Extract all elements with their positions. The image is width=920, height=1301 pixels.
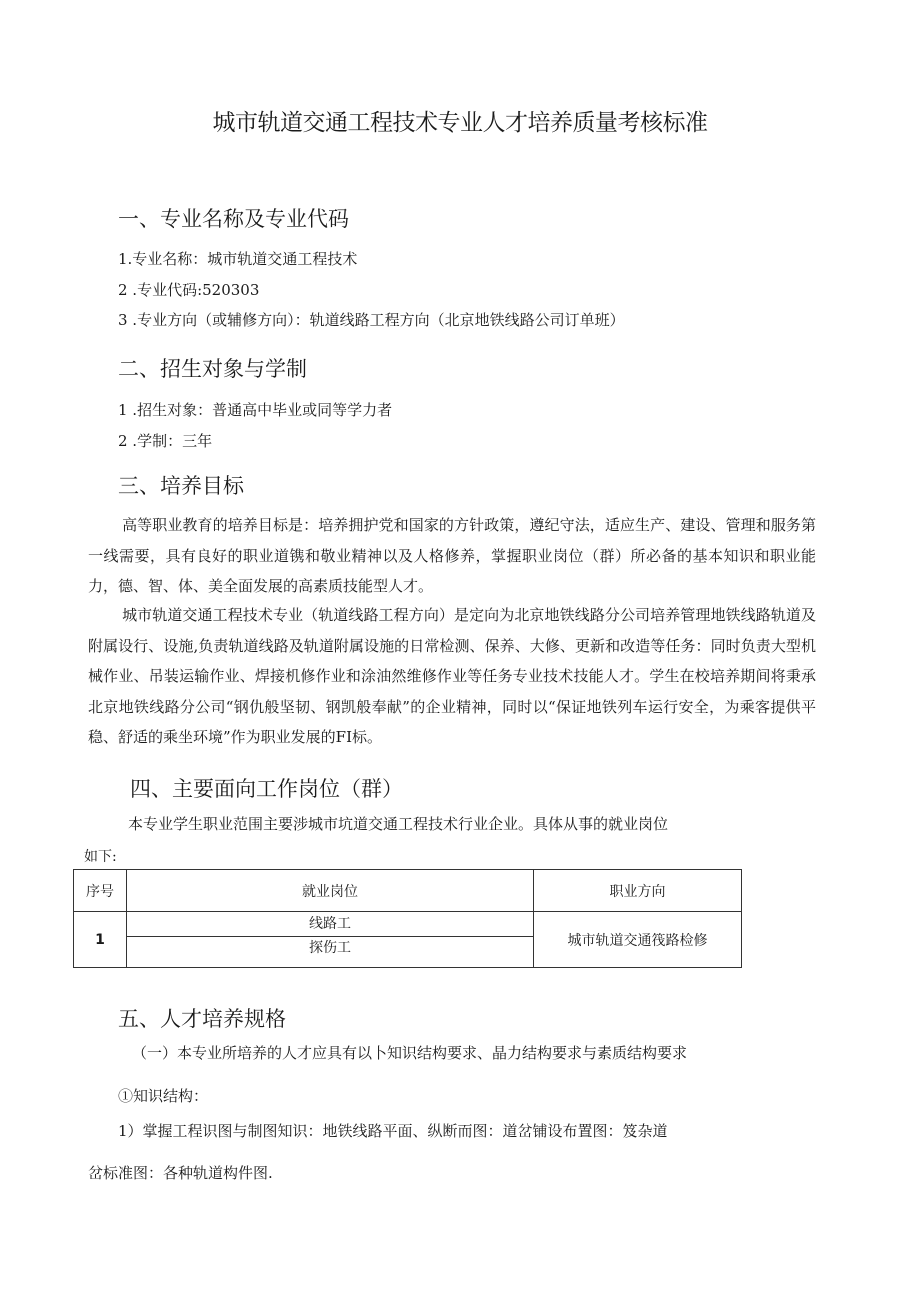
section1-item-2: 2 .专业代码:520303 [118,281,260,299]
section2-item-1: 1 .招生对象：普通高中毕业或同等学力者 [118,401,393,419]
section-heading-4: 四、主要面向工作岗位（群） [130,777,403,801]
job-item: 线路工 [127,912,533,937]
section2-item-2: 2 .学制：三年 [118,432,213,450]
table-cell-direction: 城市轨道交通筏路检修 [534,912,742,968]
section-heading-1: 一、专业名称及专业代码 [118,207,349,231]
knowledge-item-1-line-2: 岔标准图：各种轨道构件图. [88,1164,273,1182]
table-row [74,912,742,968]
table-header-index: 序号 [74,870,127,912]
section-heading-3: 三、培养目标 [118,474,244,498]
section5-intro: （一）本专业所培养的人才应具有以卜知识结构要求、晶力结构要求与素质结构要求 [132,1044,688,1062]
knowledge-structure-label: ①知识结构： [118,1087,209,1105]
section3-paragraph-2 [88,600,816,753]
section4-intro-continued: 如下: [84,849,117,865]
section-heading-2: 二、招生对象与学制 [118,357,307,381]
section1-item-3: 3 .专业方向（或辅修方向）：轨道线路工程方向（北京地铁线路公司订单班） [118,311,625,329]
section-heading-5: 五、人才培养规格 [118,1007,286,1031]
jobs-table [73,869,742,968]
table-header-direction: 职业方向 [534,870,742,912]
table-header-row [74,870,742,912]
paragraph-text: 城市轨道交通工程技术专业（轨道线路工程方向）是定向为北京地铁线路分公司培养管理地铁线路轨道及附属设行、设施,负责轨道线路及轨道附属设施的日常检测、保养、大修、更新和改造等任务：同时负责大型机械作业、吊装运输作业、焊接机修作业和涂油然维修作业等任务专业技术技能人才。学生在校培养期间将秉承北京地铁线路分公司“钢仇般坚韧、钢凯般奉献”的企业精神，同时以“保证地铁列车运行安全，为乘客提供平稳、舒适的乘坐环境”作为职业发展的FI标。 [88,606,816,746]
table-cell-jobs [127,912,534,968]
table-header-job: 就业岗位 [127,870,534,912]
paragraph-text: 高等职业教育的培养目标是：培养拥护党和国家的方针政策，遵纪守法，适应生产、建设、管理和服务第一线需要，具有良好的职业道镌和敬业精神以及人格修养，掌握职业岗位（群）所必备的基本知识和职业能力，德、智、体、美全面发展的高素质技能型人才。 [88,516,816,595]
knowledge-item-1-line-1: 1）掌握工程识图与制图知识：地铁线路平面、纵断而图：道岔铺设布置图：笈杂道 [118,1122,668,1140]
section4-intro: 本专业学生职业范围主要涉城市坑道交通工程技术行业企业。具体从事的就业岗位 [128,815,669,833]
job-item: 探伤工 [309,940,351,956]
section1-item-1: 1.专业名称：城市轨道交通工程技术 [118,250,358,268]
section3-paragraph-1 [88,510,816,602]
table-cell-index: 1 [74,912,127,968]
document-title: 城市轨道交通工程技术专业人才培养质量考核标准 [212,110,708,136]
